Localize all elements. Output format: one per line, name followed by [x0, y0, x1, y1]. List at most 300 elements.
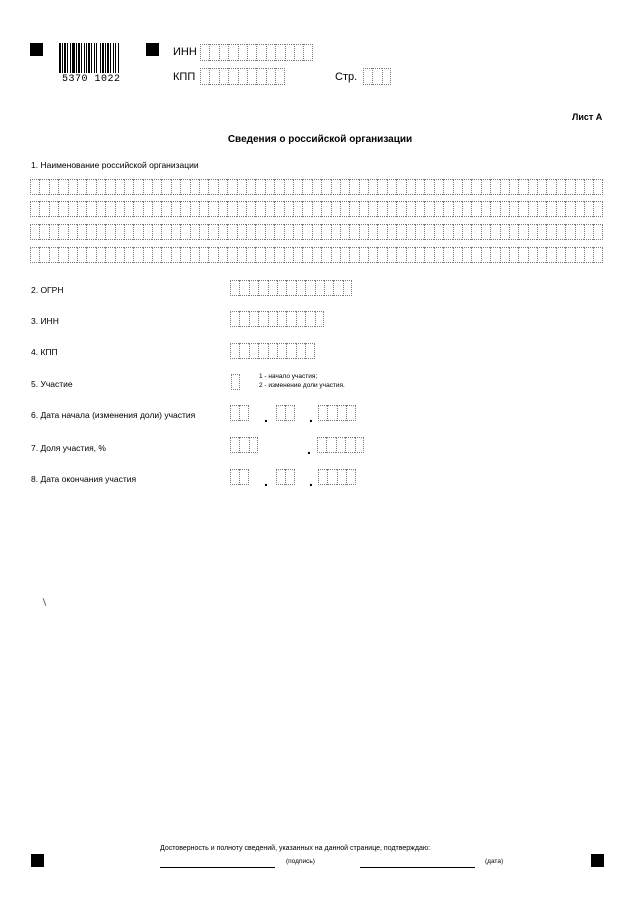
entry-cell[interactable]: [219, 68, 228, 85]
entry-cell[interactable]: [443, 224, 452, 240]
entry-cell[interactable]: [424, 224, 433, 240]
entry-cell[interactable]: [266, 44, 275, 61]
entry-cell[interactable]: [490, 179, 499, 195]
entry-cell[interactable]: [49, 247, 58, 263]
entry-cell[interactable]: [247, 44, 256, 61]
entry-cell[interactable]: [337, 469, 346, 485]
entry-cell[interactable]: [453, 247, 462, 263]
header-inn-cells[interactable]: [200, 44, 313, 61]
entry-cell[interactable]: [537, 201, 546, 217]
entry-cell[interactable]: [355, 437, 364, 453]
end-date-day[interactable]: [230, 469, 249, 485]
entry-cell[interactable]: [180, 224, 189, 240]
entry-cell[interactable]: [424, 247, 433, 263]
entry-cell[interactable]: [565, 247, 574, 263]
entry-cell[interactable]: [415, 247, 424, 263]
entry-cell[interactable]: [500, 179, 509, 195]
entry-cell[interactable]: [481, 224, 490, 240]
entry-cell[interactable]: [500, 247, 509, 263]
entry-cell[interactable]: [124, 247, 133, 263]
entry-cell[interactable]: [443, 201, 452, 217]
entry-cell[interactable]: [331, 179, 340, 195]
entry-cell[interactable]: [219, 44, 228, 61]
entry-cell[interactable]: [368, 247, 377, 263]
entry-cell[interactable]: [424, 179, 433, 195]
entry-cell[interactable]: [161, 179, 170, 195]
entry-cell[interactable]: [509, 201, 518, 217]
entry-cell[interactable]: [105, 247, 114, 263]
entry-cell[interactable]: [258, 311, 267, 327]
entry-cell[interactable]: [302, 179, 311, 195]
entry-cell[interactable]: [208, 179, 217, 195]
entry-cell[interactable]: [230, 437, 239, 453]
entry-cell[interactable]: [277, 311, 286, 327]
entry-cell[interactable]: [39, 179, 48, 195]
entry-cell[interactable]: [274, 201, 283, 217]
entry-cell[interactable]: [265, 179, 274, 195]
entry-cell[interactable]: [276, 469, 285, 485]
entry-cell[interactable]: [546, 179, 555, 195]
entry-cell[interactable]: [377, 201, 386, 217]
entry-cell[interactable]: [346, 405, 355, 421]
entry-cell[interactable]: [324, 280, 333, 296]
entry-cell[interactable]: [575, 179, 584, 195]
entry-cell[interactable]: [387, 201, 396, 217]
entry-cell[interactable]: [471, 179, 480, 195]
entry-cell[interactable]: [105, 224, 114, 240]
entry-cell[interactable]: [305, 343, 314, 359]
entry-cell[interactable]: [305, 280, 314, 296]
entry-cell[interactable]: [293, 179, 302, 195]
entry-cell[interactable]: [77, 224, 86, 240]
entry-cell[interactable]: [321, 224, 330, 240]
entry-cell[interactable]: [133, 201, 142, 217]
entry-cell[interactable]: [218, 224, 227, 240]
entry-cell[interactable]: [171, 201, 180, 217]
entry-cell[interactable]: [321, 201, 330, 217]
entry-cell[interactable]: [209, 44, 218, 61]
entry-cell[interactable]: [246, 224, 255, 240]
entry-cell[interactable]: [96, 224, 105, 240]
entry-cell[interactable]: [293, 224, 302, 240]
start-date-day[interactable]: [230, 405, 249, 421]
entry-cell[interactable]: [124, 201, 133, 217]
entry-cell[interactable]: [239, 280, 248, 296]
entry-cell[interactable]: [443, 247, 452, 263]
entry-cell[interactable]: [230, 311, 239, 327]
entry-cell[interactable]: [321, 247, 330, 263]
entry-cell[interactable]: [49, 179, 58, 195]
inn-cells[interactable]: [230, 311, 324, 327]
name-cells-row-3[interactable]: [30, 224, 603, 240]
entry-cell[interactable]: [152, 179, 161, 195]
entry-cell[interactable]: [537, 179, 546, 195]
entry-cell[interactable]: [268, 311, 277, 327]
entry-cell[interactable]: [277, 343, 286, 359]
entry-cell[interactable]: [453, 179, 462, 195]
entry-cell[interactable]: [200, 44, 209, 61]
entry-cell[interactable]: [345, 437, 354, 453]
entry-cell[interactable]: [86, 201, 95, 217]
entry-cell[interactable]: [556, 224, 565, 240]
entry-cell[interactable]: [346, 469, 355, 485]
entry-cell[interactable]: [86, 224, 95, 240]
entry-cell[interactable]: [274, 224, 283, 240]
entry-cell[interactable]: [249, 311, 258, 327]
entry-cell[interactable]: [303, 44, 312, 61]
entry-cell[interactable]: [593, 247, 602, 263]
entry-cell[interactable]: [312, 247, 321, 263]
entry-cell[interactable]: [575, 201, 584, 217]
entry-cell[interactable]: [337, 405, 346, 421]
entry-cell[interactable]: [190, 179, 199, 195]
entry-cell[interactable]: [133, 179, 142, 195]
entry-cell[interactable]: [584, 179, 593, 195]
entry-cell[interactable]: [333, 280, 342, 296]
entry-cell[interactable]: [537, 224, 546, 240]
entry-cell[interactable]: [249, 437, 258, 453]
entry-cell[interactable]: [161, 224, 170, 240]
entry-cell[interactable]: [318, 405, 327, 421]
entry-cell[interactable]: [359, 224, 368, 240]
entry-cell[interactable]: [286, 343, 295, 359]
entry-cell[interactable]: [218, 247, 227, 263]
entry-cell[interactable]: [228, 68, 237, 85]
share-integer-cells[interactable]: [230, 437, 258, 453]
entry-cell[interactable]: [68, 201, 77, 217]
entry-cell[interactable]: [115, 201, 124, 217]
entry-cell[interactable]: [528, 179, 537, 195]
entry-cell[interactable]: [143, 179, 152, 195]
entry-cell[interactable]: [556, 201, 565, 217]
entry-cell[interactable]: [575, 224, 584, 240]
entry-cell[interactable]: [387, 179, 396, 195]
entry-cell[interactable]: [190, 224, 199, 240]
entry-cell[interactable]: [312, 201, 321, 217]
entry-cell[interactable]: [500, 224, 509, 240]
entry-cell[interactable]: [133, 224, 142, 240]
entry-cell[interactable]: [326, 437, 335, 453]
entry-cell[interactable]: [490, 224, 499, 240]
entry-cell[interactable]: [471, 247, 480, 263]
entry-cell[interactable]: [462, 201, 471, 217]
entry-cell[interactable]: [509, 247, 518, 263]
entry-cell[interactable]: [396, 247, 405, 263]
entry-cell[interactable]: [518, 179, 527, 195]
entry-cell[interactable]: [340, 224, 349, 240]
entry-cell[interactable]: [296, 311, 305, 327]
entry-cell[interactable]: [152, 201, 161, 217]
entry-cell[interactable]: [246, 179, 255, 195]
entry-cell[interactable]: [227, 224, 236, 240]
entry-cell[interactable]: [246, 201, 255, 217]
entry-cell[interactable]: [218, 179, 227, 195]
end-date-year[interactable]: [318, 469, 356, 485]
entry-cell[interactable]: [105, 201, 114, 217]
entry-cell[interactable]: [593, 201, 602, 217]
entry-cell[interactable]: [58, 201, 67, 217]
entry-cell[interactable]: [286, 311, 295, 327]
entry-cell[interactable]: [171, 247, 180, 263]
entry-cell[interactable]: [77, 179, 86, 195]
entry-cell[interactable]: [276, 405, 285, 421]
entry-cell[interactable]: [396, 179, 405, 195]
entry-cell[interactable]: [462, 224, 471, 240]
entry-cell[interactable]: [340, 179, 349, 195]
entry-cell[interactable]: [372, 68, 381, 85]
entry-cell[interactable]: [359, 179, 368, 195]
entry-cell[interactable]: [481, 179, 490, 195]
name-cells-row-4[interactable]: [30, 247, 603, 263]
entry-cell[interactable]: [49, 201, 58, 217]
entry-cell[interactable]: [68, 247, 77, 263]
participation-cell[interactable]: [231, 374, 240, 390]
entry-cell[interactable]: [275, 68, 284, 85]
start-date-month[interactable]: [276, 405, 295, 421]
entry-cell[interactable]: [321, 179, 330, 195]
entry-cell[interactable]: [285, 44, 294, 61]
entry-cell[interactable]: [509, 224, 518, 240]
entry-cell[interactable]: [239, 405, 248, 421]
entry-cell[interactable]: [528, 224, 537, 240]
entry-cell[interactable]: [209, 68, 218, 85]
entry-cell[interactable]: [359, 201, 368, 217]
entry-cell[interactable]: [231, 374, 240, 390]
entry-cell[interactable]: [518, 224, 527, 240]
entry-cell[interactable]: [349, 247, 358, 263]
entry-cell[interactable]: [265, 247, 274, 263]
entry-cell[interactable]: [30, 179, 39, 195]
entry-cell[interactable]: [239, 311, 248, 327]
entry-cell[interactable]: [86, 247, 95, 263]
entry-cell[interactable]: [406, 224, 415, 240]
entry-cell[interactable]: [528, 201, 537, 217]
entry-cell[interactable]: [228, 44, 237, 61]
entry-cell[interactable]: [584, 247, 593, 263]
entry-cell[interactable]: [424, 201, 433, 217]
entry-cell[interactable]: [317, 437, 326, 453]
entry-cell[interactable]: [246, 247, 255, 263]
entry-cell[interactable]: [481, 247, 490, 263]
share-fraction-cells[interactable]: [317, 437, 364, 453]
entry-cell[interactable]: [274, 179, 283, 195]
entry-cell[interactable]: [462, 247, 471, 263]
entry-cell[interactable]: [239, 343, 248, 359]
entry-cell[interactable]: [68, 224, 77, 240]
entry-cell[interactable]: [382, 68, 391, 85]
entry-cell[interactable]: [255, 247, 264, 263]
entry-cell[interactable]: [565, 179, 574, 195]
entry-cell[interactable]: [327, 405, 336, 421]
entry-cell[interactable]: [238, 68, 247, 85]
entry-cell[interactable]: [266, 68, 275, 85]
entry-cell[interactable]: [302, 247, 311, 263]
entry-cell[interactable]: [161, 247, 170, 263]
kpp-cells[interactable]: [230, 343, 315, 359]
entry-cell[interactable]: [368, 201, 377, 217]
entry-cell[interactable]: [180, 201, 189, 217]
entry-cell[interactable]: [340, 201, 349, 217]
entry-cell[interactable]: [453, 201, 462, 217]
entry-cell[interactable]: [434, 179, 443, 195]
entry-cell[interactable]: [258, 343, 267, 359]
entry-cell[interactable]: [255, 201, 264, 217]
entry-cell[interactable]: [180, 247, 189, 263]
entry-cell[interactable]: [227, 201, 236, 217]
entry-cell[interactable]: [565, 224, 574, 240]
entry-cell[interactable]: [406, 247, 415, 263]
entry-cell[interactable]: [359, 247, 368, 263]
entry-cell[interactable]: [546, 201, 555, 217]
entry-cell[interactable]: [96, 179, 105, 195]
entry-cell[interactable]: [143, 224, 152, 240]
entry-cell[interactable]: [227, 247, 236, 263]
entry-cell[interactable]: [143, 247, 152, 263]
entry-cell[interactable]: [199, 224, 208, 240]
page-number-cells[interactable]: [363, 68, 391, 85]
entry-cell[interactable]: [77, 201, 86, 217]
entry-cell[interactable]: [387, 247, 396, 263]
end-date-month[interactable]: [276, 469, 295, 485]
entry-cell[interactable]: [396, 201, 405, 217]
entry-cell[interactable]: [518, 201, 527, 217]
entry-cell[interactable]: [528, 247, 537, 263]
header-kpp-cells[interactable]: [200, 68, 285, 85]
entry-cell[interactable]: [77, 247, 86, 263]
date-line[interactable]: [360, 867, 475, 868]
entry-cell[interactable]: [471, 201, 480, 217]
entry-cell[interactable]: [546, 224, 555, 240]
entry-cell[interactable]: [39, 201, 48, 217]
entry-cell[interactable]: [537, 247, 546, 263]
entry-cell[interactable]: [415, 224, 424, 240]
entry-cell[interactable]: [500, 201, 509, 217]
entry-cell[interactable]: [218, 201, 227, 217]
entry-cell[interactable]: [315, 311, 324, 327]
entry-cell[interactable]: [377, 179, 386, 195]
entry-cell[interactable]: [286, 280, 295, 296]
entry-cell[interactable]: [133, 247, 142, 263]
entry-cell[interactable]: [296, 280, 305, 296]
entry-cell[interactable]: [208, 201, 217, 217]
entry-cell[interactable]: [255, 179, 264, 195]
entry-cell[interactable]: [331, 247, 340, 263]
ogrn-cells[interactable]: [230, 280, 352, 296]
entry-cell[interactable]: [258, 280, 267, 296]
start-date-year[interactable]: [318, 405, 356, 421]
entry-cell[interactable]: [565, 201, 574, 217]
entry-cell[interactable]: [199, 201, 208, 217]
entry-cell[interactable]: [268, 280, 277, 296]
entry-cell[interactable]: [115, 179, 124, 195]
entry-cell[interactable]: [434, 247, 443, 263]
entry-cell[interactable]: [327, 469, 336, 485]
entry-cell[interactable]: [30, 247, 39, 263]
entry-cell[interactable]: [265, 201, 274, 217]
entry-cell[interactable]: [249, 343, 258, 359]
entry-cell[interactable]: [556, 179, 565, 195]
entry-cell[interactable]: [318, 469, 327, 485]
entry-cell[interactable]: [39, 224, 48, 240]
entry-cell[interactable]: [58, 247, 67, 263]
entry-cell[interactable]: [368, 224, 377, 240]
entry-cell[interactable]: [265, 224, 274, 240]
entry-cell[interactable]: [396, 224, 405, 240]
entry-cell[interactable]: [377, 224, 386, 240]
entry-cell[interactable]: [302, 201, 311, 217]
entry-cell[interactable]: [584, 201, 593, 217]
entry-cell[interactable]: [302, 224, 311, 240]
entry-cell[interactable]: [293, 247, 302, 263]
entry-cell[interactable]: [284, 179, 293, 195]
entry-cell[interactable]: [349, 224, 358, 240]
entry-cell[interactable]: [256, 44, 265, 61]
entry-cell[interactable]: [481, 201, 490, 217]
entry-cell[interactable]: [284, 247, 293, 263]
entry-cell[interactable]: [227, 179, 236, 195]
entry-cell[interactable]: [152, 247, 161, 263]
entry-cell[interactable]: [293, 201, 302, 217]
entry-cell[interactable]: [239, 469, 248, 485]
entry-cell[interactable]: [349, 179, 358, 195]
entry-cell[interactable]: [230, 280, 239, 296]
entry-cell[interactable]: [30, 224, 39, 240]
entry-cell[interactable]: [471, 224, 480, 240]
entry-cell[interactable]: [415, 179, 424, 195]
entry-cell[interactable]: [200, 68, 209, 85]
entry-cell[interactable]: [284, 201, 293, 217]
entry-cell[interactable]: [285, 405, 294, 421]
entry-cell[interactable]: [247, 68, 256, 85]
entry-cell[interactable]: [509, 179, 518, 195]
entry-cell[interactable]: [575, 247, 584, 263]
entry-cell[interactable]: [190, 247, 199, 263]
entry-cell[interactable]: [237, 201, 246, 217]
entry-cell[interactable]: [294, 44, 303, 61]
entry-cell[interactable]: [39, 247, 48, 263]
entry-cell[interactable]: [406, 201, 415, 217]
entry-cell[interactable]: [199, 247, 208, 263]
entry-cell[interactable]: [171, 179, 180, 195]
entry-cell[interactable]: [415, 201, 424, 217]
entry-cell[interactable]: [230, 469, 239, 485]
entry-cell[interactable]: [105, 179, 114, 195]
entry-cell[interactable]: [377, 247, 386, 263]
entry-cell[interactable]: [406, 179, 415, 195]
entry-cell[interactable]: [274, 247, 283, 263]
entry-cell[interactable]: [171, 224, 180, 240]
entry-cell[interactable]: [86, 179, 95, 195]
entry-cell[interactable]: [190, 201, 199, 217]
name-cells-row-2[interactable]: [30, 201, 603, 217]
entry-cell[interactable]: [349, 201, 358, 217]
entry-cell[interactable]: [58, 224, 67, 240]
entry-cell[interactable]: [199, 179, 208, 195]
entry-cell[interactable]: [275, 44, 284, 61]
entry-cell[interactable]: [285, 469, 294, 485]
entry-cell[interactable]: [434, 224, 443, 240]
entry-cell[interactable]: [593, 179, 602, 195]
entry-cell[interactable]: [584, 224, 593, 240]
entry-cell[interactable]: [434, 201, 443, 217]
entry-cell[interactable]: [58, 179, 67, 195]
entry-cell[interactable]: [161, 201, 170, 217]
entry-cell[interactable]: [68, 179, 77, 195]
signature-line[interactable]: [160, 867, 275, 868]
entry-cell[interactable]: [49, 224, 58, 240]
entry-cell[interactable]: [208, 224, 217, 240]
entry-cell[interactable]: [115, 247, 124, 263]
